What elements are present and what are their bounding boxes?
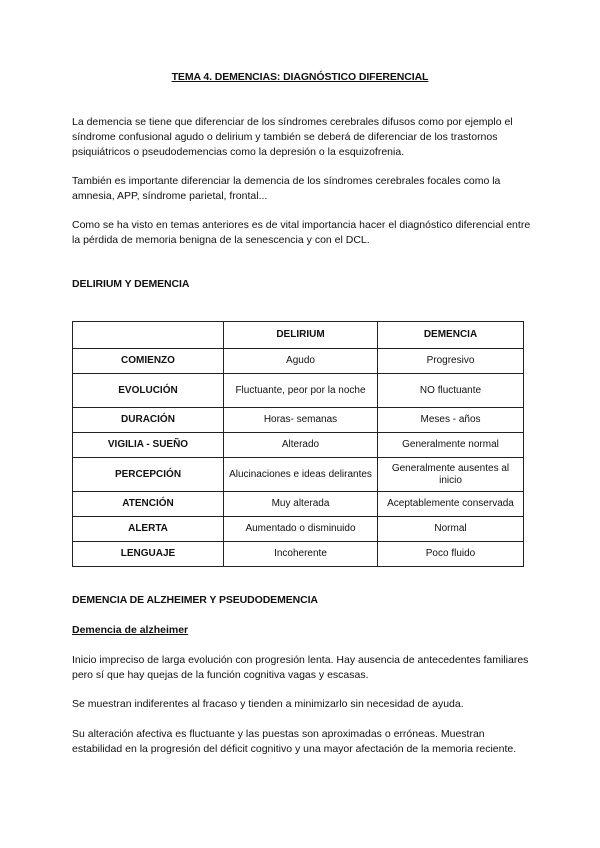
alzheimer-paragraph-2: Se muestran indiferentes al fracaso y tienden a minimizarlo sin necesidad de ayuda. bbox=[72, 698, 464, 710]
table-header-demencia: DEMENCIA bbox=[378, 322, 524, 349]
table-row bbox=[73, 408, 524, 433]
table-row bbox=[73, 542, 524, 567]
table-row bbox=[73, 517, 524, 542]
cell-demencia: Aceptablemente conservada bbox=[378, 492, 524, 517]
table-row bbox=[73, 349, 524, 374]
intro-paragraph-1: La demencia se tiene que diferenciar de los síndromes cerebrales difusos como por ejemplo el síndrome confusional agudo o delirium y también se deberá de diferenciar de los trastornos psiquiátricos o pseudodemencias como la depresión o la esquizofrenia. bbox=[72, 116, 513, 158]
section-heading-alzheimer: DEMENCIA DE ALZHEIMER Y PSEUDODEMENCIA bbox=[72, 594, 318, 606]
cell-demencia: Generalmente normal bbox=[378, 433, 524, 458]
table-header-row bbox=[73, 322, 524, 349]
cell-delirium: Horas- semanas bbox=[224, 408, 378, 433]
table-row bbox=[73, 374, 524, 408]
intro-paragraph-3: Como se ha visto en temas anteriores es de vital importancia hacer el diagnóstico diferencial entre la pérdida de memoria benigna de la senescencia y con el DCL. bbox=[72, 219, 531, 246]
row-label: PERCEPCIÓN bbox=[73, 458, 224, 492]
cell-demencia: Generalmente ausentes al inicio bbox=[378, 458, 524, 492]
row-label: COMIENZO bbox=[73, 349, 224, 374]
comparison-table bbox=[72, 321, 524, 567]
table-row bbox=[73, 458, 524, 492]
cell-demencia: NO fluctuante bbox=[378, 374, 524, 408]
subheading-alzheimer: Demencia de alzheimer bbox=[72, 624, 189, 636]
cell-demencia: Normal bbox=[378, 517, 524, 542]
cell-delirium: Alucinaciones e ideas delirantes bbox=[224, 458, 378, 492]
row-label: ATENCIÓN bbox=[73, 492, 224, 517]
cell-delirium: Aumentado o disminuido bbox=[224, 517, 378, 542]
cell-delirium: Incoherente bbox=[224, 542, 378, 567]
cell-delirium: Muy alterada bbox=[224, 492, 378, 517]
cell-delirium: Fluctuante, peor por la noche bbox=[224, 374, 378, 408]
row-label: VIGILIA - SUEÑO bbox=[73, 433, 224, 458]
row-label: ALERTA bbox=[73, 517, 224, 542]
cell-demencia: Poco fluido bbox=[378, 542, 524, 567]
row-label: EVOLUCIÓN bbox=[73, 374, 224, 408]
alzheimer-paragraph-3: Su alteración afectiva es fluctuante y las puestas son aproximadas o erróneas. Muestran estabilidad en la progresión del déficit cognitivo y una mayor afectación de la memoria reciente. bbox=[72, 728, 517, 755]
intro-paragraph-2: También es importante diferenciar la demencia de los síndromes cerebrales focales como la amnesia, APP, síndrome parietal, frontal... bbox=[72, 175, 501, 202]
table-header-delirium: DELIRIUM bbox=[224, 322, 378, 349]
row-label: LENGUAJE bbox=[73, 542, 224, 567]
cell-demencia: Progresivo bbox=[378, 349, 524, 374]
table-row bbox=[73, 492, 524, 517]
row-label: DURACIÓN bbox=[73, 408, 224, 433]
cell-delirium: Alterado bbox=[224, 433, 378, 458]
page-title: TEMA 4. DEMENCIAS: DIAGNÓSTICO DIFERENCIAL bbox=[171, 71, 429, 83]
table-row bbox=[73, 433, 524, 458]
section-heading-delirium: DELIRIUM Y DEMENCIA bbox=[72, 278, 190, 290]
table-header-empty bbox=[73, 322, 224, 349]
cell-demencia: Meses - años bbox=[378, 408, 524, 433]
cell-delirium: Agudo bbox=[224, 349, 378, 374]
alzheimer-paragraph-1: Inicio impreciso de larga evolución con progresión lenta. Hay ausencia de antecedentes familiares pero sí que hay quejas de la función cognitiva vagas y escasas. bbox=[72, 654, 529, 681]
